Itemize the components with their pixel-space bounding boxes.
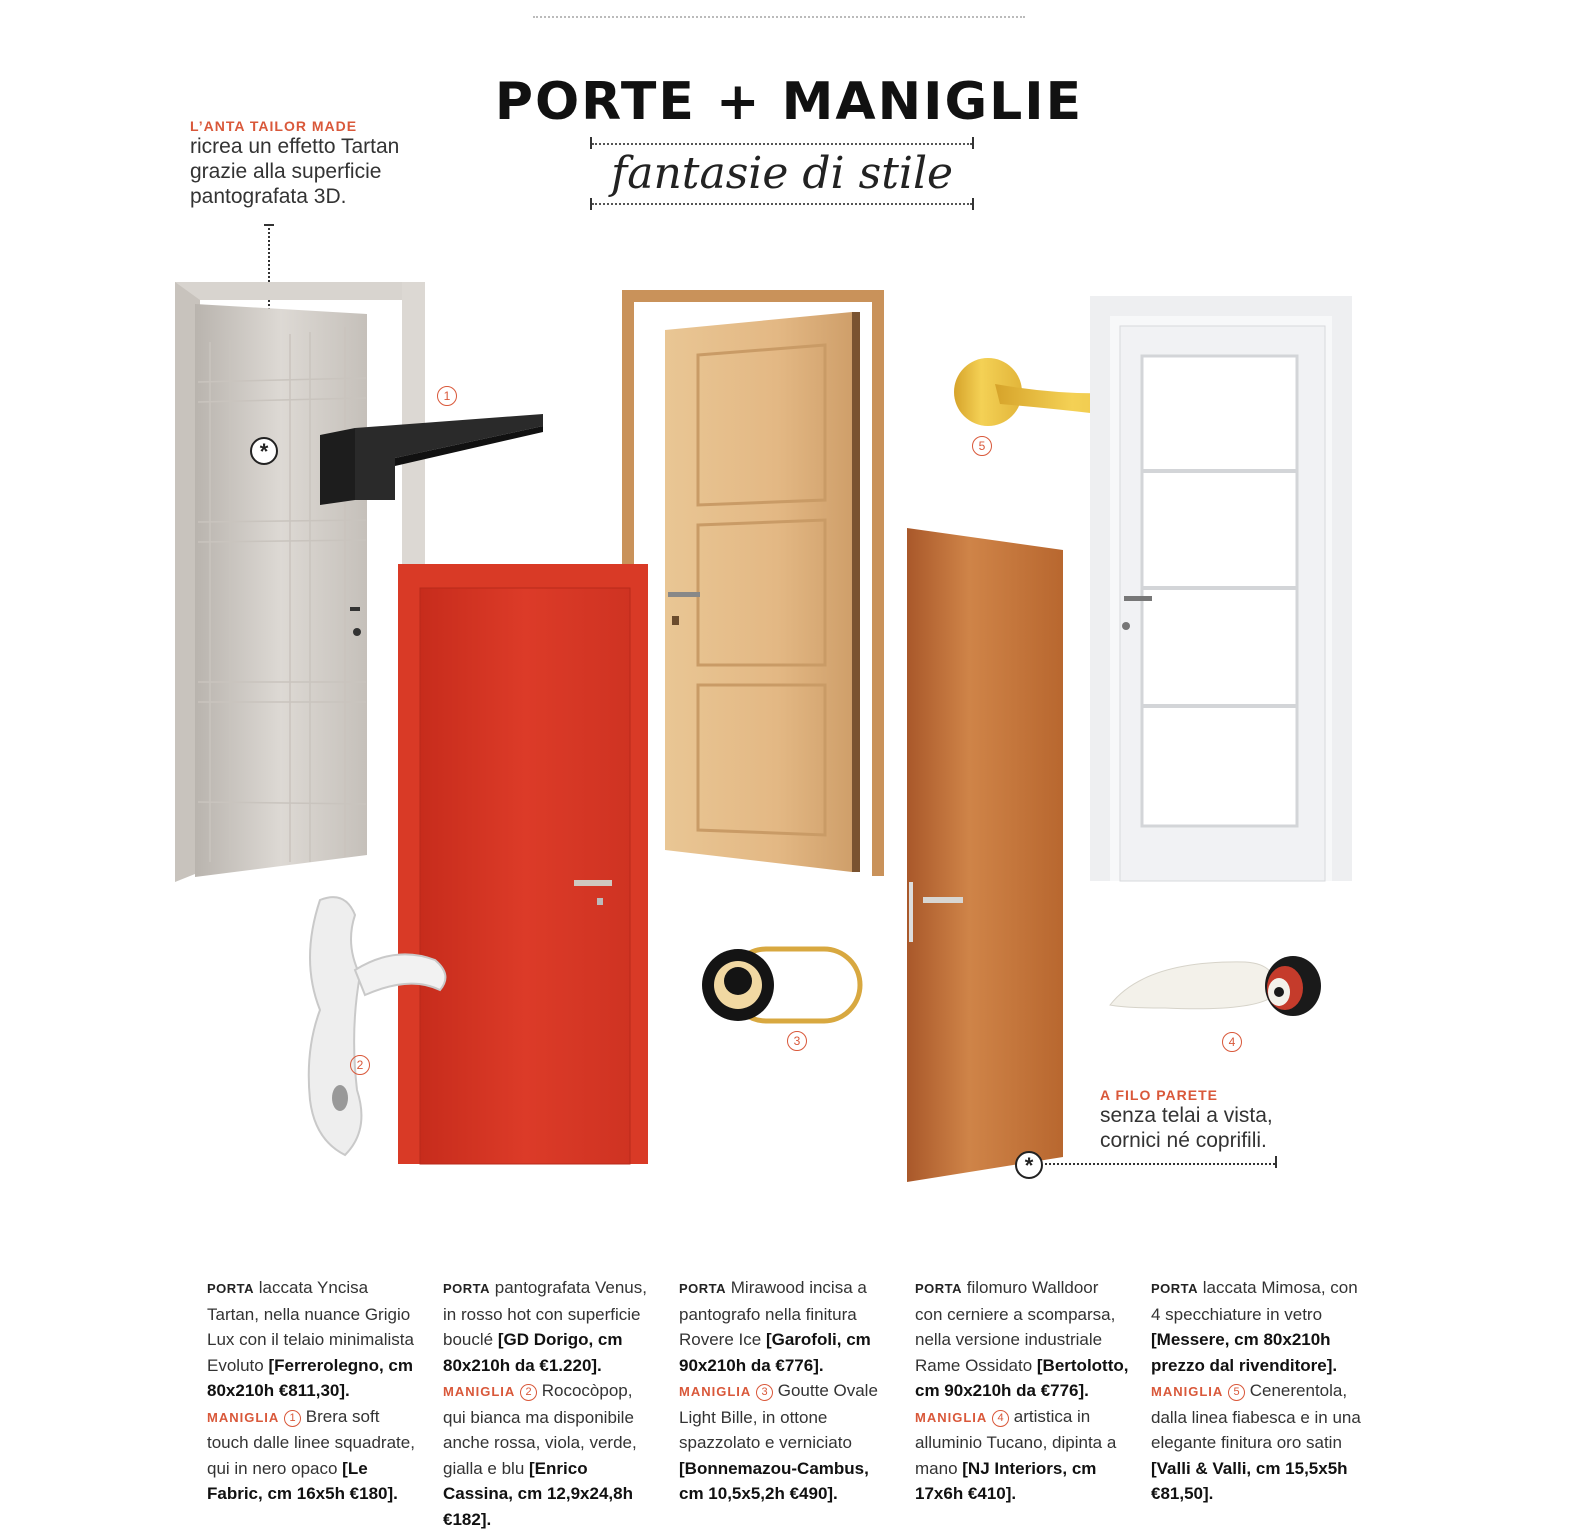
caption-number: 1 — [284, 1410, 301, 1427]
caption-brand: [Bonnemazou-Cambus, cm 10,5x5,2h €490]. — [679, 1458, 869, 1503]
caption-column-3 — [679, 1275, 894, 1507]
caption-column-2 — [443, 1275, 658, 1532]
caption-brand: [NJ Interiors, cm 17x6h €410]. — [915, 1458, 1097, 1503]
caption-text: Cenerentola, dalla linea fiabesca e in una elegante finitura oro satin — [1151, 1381, 1361, 1452]
door-gray-tartan-image — [170, 282, 430, 887]
caption-number: 2 — [520, 1384, 537, 1401]
page-title: PORTE + MANIGLIE — [494, 72, 1084, 132]
caption-brand: [Messere, cm 80x210h prezzo dal rivenditore]. — [1151, 1330, 1338, 1375]
caption-porta-label: PORTA — [207, 1281, 255, 1296]
note-filo — [1100, 1087, 1273, 1153]
note-tailor — [190, 118, 399, 209]
caption-text: filomuro Walldoor con cerniere a scomparsa, nella versione industriale Rame Ossidato — [915, 1278, 1116, 1375]
caption-brand: [GD Dorigo, cm 80x210h da €1.220]. — [443, 1330, 623, 1375]
caption-brand: [Ferrerolegno, cm 80x210h €811,30]. — [207, 1355, 413, 1400]
door-oak-image — [620, 290, 885, 880]
caption-brand: [Enrico Cassina, cm 12,9x24,8h €182]. — [443, 1458, 633, 1529]
tick — [972, 198, 974, 210]
caption-maniglia-label: MANIGLIA — [443, 1384, 516, 1399]
caption-porta-label: PORTA — [679, 1281, 727, 1296]
caption-maniglia-label: MANIGLIA — [1151, 1384, 1224, 1399]
caption-number: 4 — [992, 1410, 1009, 1427]
caption-column-1 — [207, 1275, 422, 1507]
leader-line — [1040, 1163, 1275, 1165]
caption-text: Mirawood incisa a pantografo nella finitura Rovere Ice — [679, 1278, 867, 1349]
subtitle-frame — [592, 140, 972, 208]
caption-column-4 — [915, 1275, 1130, 1507]
caption-text: Brera soft touch dalle linee squadrate, qui in nero opaco — [207, 1406, 415, 1478]
number-marker-4: 4 — [1222, 1032, 1242, 1052]
asterisk-marker: * — [250, 437, 278, 465]
number-marker-1: 1 — [437, 386, 457, 406]
caption-text: pantografata Venus, in rosso hot con superficie bouclé — [443, 1278, 647, 1349]
caption-maniglia-label: MANIGLIA — [679, 1384, 752, 1399]
number-marker-2: 2 — [350, 1055, 370, 1075]
caption-brand: [Valli & Valli, cm 15,5x5h €81,50]. — [1151, 1458, 1348, 1503]
leader-tick — [1275, 1156, 1277, 1168]
caption-text: Goutte Ovale Light Bille, in ottone spazzolato e verniciato — [679, 1381, 878, 1452]
number-marker-3: 3 — [787, 1031, 807, 1051]
asterisk-marker: * — [1015, 1151, 1043, 1179]
subtitle-top-rule — [592, 143, 972, 145]
page-subtitle: fantasie di stile — [610, 148, 954, 199]
note-filo-line: cornici né coprifili. — [1100, 1129, 1267, 1152]
caption-porta-label: PORTA — [443, 1281, 491, 1296]
caption-brand: [Garofoli, cm 90x210h da €776]. — [679, 1330, 871, 1375]
caption-brand: [Bertolotto, cm 90x210h da €776]. — [915, 1355, 1129, 1400]
note-tailor-line: grazie alla superficie — [190, 160, 382, 183]
handle-goutte-image — [700, 945, 865, 1030]
caption-maniglia-label: MANIGLIA — [915, 1409, 988, 1425]
note-filo-label: A FILO PARETE — [1100, 1087, 1218, 1103]
note-tailor-label: L’ANTA TAILOR MADE — [190, 118, 358, 134]
caption-porta-label: PORTA — [915, 1281, 963, 1296]
caption-text: laccata Mimosa, con 4 specchiature in vetro — [1151, 1278, 1358, 1324]
caption-number: 5 — [1228, 1384, 1245, 1401]
door-copper-image — [903, 522, 1068, 1187]
handle-rococopop-image — [285, 890, 455, 1165]
tick — [590, 198, 592, 210]
caption-brand: [Le Fabric, cm 16x5h €180]. — [207, 1458, 398, 1503]
caption-maniglia-label: MANIGLIA — [207, 1409, 280, 1425]
caption-porta-label: PORTA — [1151, 1281, 1199, 1296]
note-tailor-line: ricrea un effetto Tartan — [190, 135, 400, 158]
door-white-image — [1090, 296, 1355, 884]
caption-text: laccata Yncisa Tartan, nella nuance Grigio Lux con il telaio minimalista Evoluto — [207, 1278, 414, 1375]
caption-text: artistica in alluminio Tucano, dipinta a mano — [915, 1406, 1117, 1478]
top-rule — [533, 16, 1025, 18]
caption-number: 3 — [756, 1384, 773, 1401]
handle-tucano-image — [1105, 950, 1325, 1025]
leader-tick — [264, 224, 274, 226]
number-marker-5: 5 — [972, 436, 992, 456]
subtitle-bottom-rule — [592, 203, 972, 205]
note-tailor-line: pantografata 3D. — [190, 185, 347, 208]
tick — [972, 137, 974, 149]
caption-column-5 — [1151, 1275, 1366, 1507]
handle-brera-image — [315, 410, 550, 510]
note-filo-line: senza telai a vista, — [1100, 1104, 1273, 1127]
caption-text: Rococòpop, qui bianca ma disponibile anche rossa, viola, verde, gialla e blu — [443, 1381, 637, 1478]
